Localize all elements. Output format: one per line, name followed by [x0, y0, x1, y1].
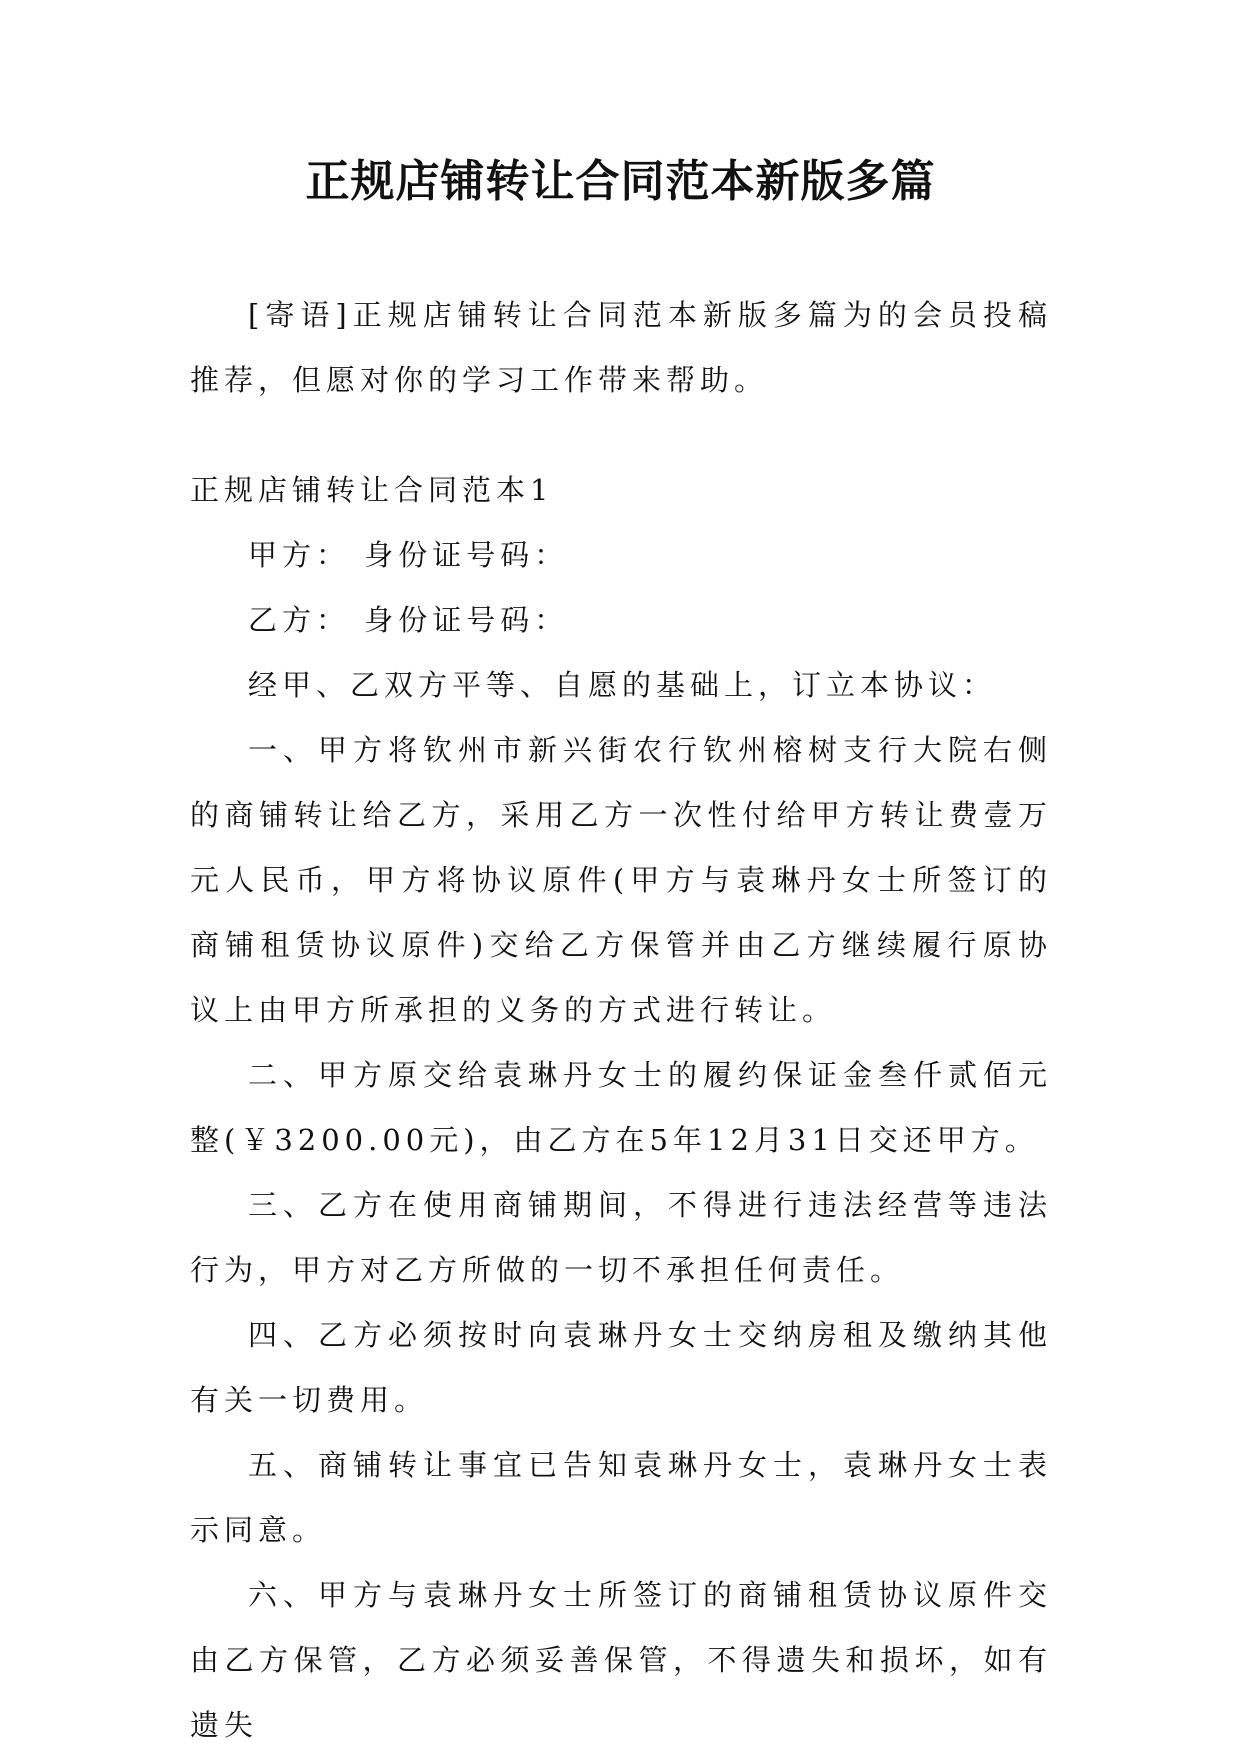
intro-block	[190, 283, 1052, 413]
contract-body	[190, 458, 1052, 1758]
clause-3: 三、乙方在使用商铺期间，不得进行违法经营等违法行为，甲方对乙方所做的一切不承担任何责任。	[190, 1188, 1052, 1287]
clause-2: 二、甲方原交给袁琳丹女士的履约保证金叁仟贰佰元整(￥3200.00元)，由乙方在5年12月31日交还甲方。	[190, 1058, 1052, 1157]
clause-1: 一、甲方将钦州市新兴街农行钦州榕树支行大院右侧的商铺转让给乙方，采用乙方一次性付给甲方转让费壹万元人民币，甲方将协议原件(甲方与袁琳丹女士所签订的商铺租赁协议原件)交给乙方保管并由乙方继续履行原协议上由甲方所承担的义务的方式进行转让。	[190, 733, 1052, 1027]
document-title: 正规店铺转让合同范本新版多篇	[305, 156, 936, 207]
section-heading: 正规店铺转让合同范本1	[190, 473, 554, 507]
clause-5: 五、商铺转让事宜已告知袁琳丹女士，袁琳丹女士表示同意。	[190, 1448, 1052, 1547]
party-b-line: 乙方： 身份证号码：	[248, 603, 569, 637]
clause-4: 四、乙方必须按时向袁琳丹女士交纳房租及缴纳其他有关一切费用。	[190, 1318, 1052, 1417]
party-a-line: 甲方： 身份证号码：	[248, 538, 569, 572]
intro-paragraph: [寄语]正规店铺转让合同范本新版多篇为的会员投稿推荐，但愿对你的学习工作带来帮助。	[190, 298, 1052, 397]
agreement-preamble: 经甲、乙双方平等、自愿的基础上，订立本协议：	[248, 668, 997, 702]
clause-6: 六、甲方与袁琳丹女士所签订的商铺租赁协议原件交由乙方保管，乙方必须妥善保管，不得遗失和损坏，如有遗失	[190, 1578, 1052, 1742]
